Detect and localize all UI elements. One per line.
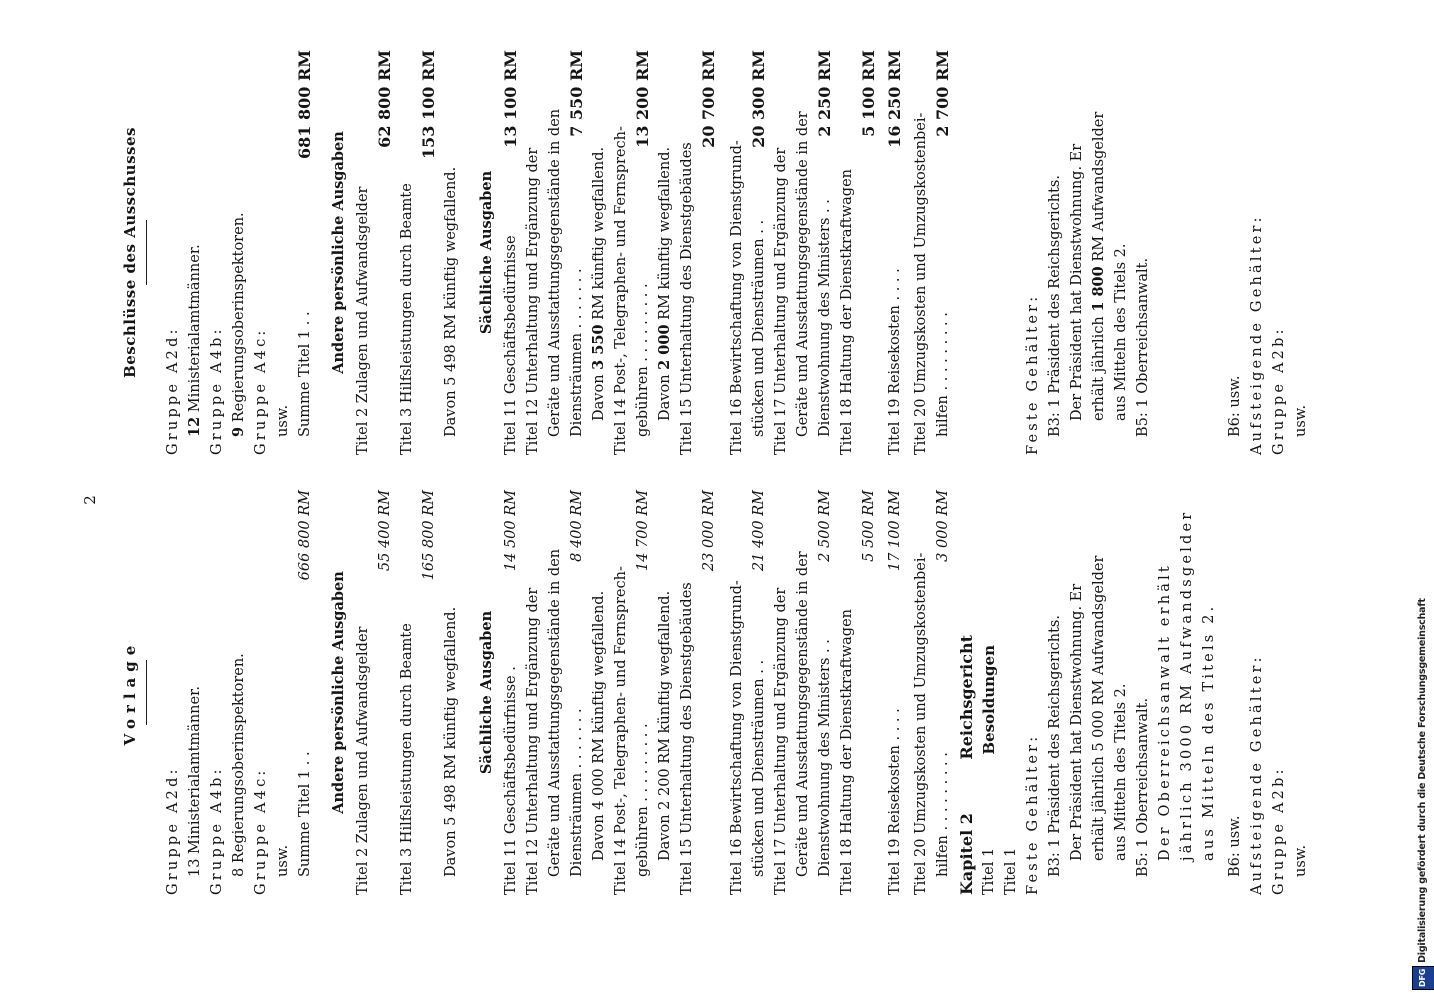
group-label: Gruppe A4b:: [209, 326, 225, 455]
amount: 21 400 RM: [751, 490, 767, 572]
amount: 2 500 RM: [817, 490, 833, 562]
text-line: Der Präsident hat Dienstwohnung. Er: [1069, 143, 1085, 421]
text-line: [567, 50, 588, 455]
title-line: Titel 14 Post-, Telegraphen- und Fernsprech-: [613, 126, 629, 455]
group-label: Gruppe A4c:: [253, 327, 269, 455]
title-line: Titel 18 Haltung der Dienstkraftwagen: [839, 168, 855, 455]
title-line: Titel 12 Unterhaltung und Ergänzung der: [525, 587, 541, 895]
text-line: Davon 4 000 RM künftig wegfallend.: [591, 590, 607, 861]
digitization-note: [1412, 598, 1434, 990]
text-line: Feste Gehälter:: [1025, 293, 1041, 455]
sum-line: [295, 50, 316, 455]
text-line: Geräte und Ausstattungsgegenstände in der: [795, 111, 811, 437]
amount: 16 250 RM: [885, 50, 904, 148]
text: Davon: [591, 369, 607, 421]
group-label: Gruppe A2d:: [165, 766, 181, 895]
text: hilfen . . . . . . . . .: [935, 312, 951, 437]
text: stücken und Diensträumen . .: [751, 659, 767, 877]
amount: 13 100 RM: [501, 50, 520, 148]
title-line: Titel 1: [1003, 847, 1019, 895]
text-line: B6: usw.: [1227, 815, 1243, 877]
text-line: usw.: [275, 404, 291, 437]
text-line: [655, 50, 676, 455]
text: RM künftig wegfallend.: [591, 146, 607, 325]
amount: 153 100 RM: [419, 50, 438, 159]
text-line: usw.: [1293, 404, 1309, 437]
text-line: Davon 5 498 RM künftig wegfallend.: [443, 166, 459, 437]
title-line: Titel 3 Hilfsleistungen durch Beamte: [399, 183, 415, 455]
amount: 14 700 RM: [635, 490, 651, 572]
sum-label: Summe Titel 1 . .: [297, 751, 313, 877]
title-line: [501, 50, 522, 455]
section-heading: Sächliche Ausgaben: [478, 170, 495, 335]
text-line: Geräte und Ausstattungsgegenstände in den: [547, 548, 563, 877]
amount: 13 200 RM: [633, 50, 652, 148]
title-line: Titel 15 Unterhaltung des Dienstgebäudes: [679, 582, 695, 895]
amount: 2 250 RM: [815, 50, 834, 137]
section-heading: Andere persönliche Ausgaben: [330, 131, 347, 374]
text-line: [815, 490, 836, 895]
title-text: Titel 19 Reisekosten . . . .: [887, 268, 903, 455]
title-text: Titel 11 Geschäftsbedürfnisse: [503, 235, 519, 455]
bold-number: 12: [186, 416, 203, 437]
text-line: Aufsteigende Gehälter:: [1249, 214, 1265, 455]
title-line: Titel 2 Zulagen und Aufwandsgelder: [355, 186, 371, 455]
vorlage-heading: Vorlage: [121, 639, 139, 746]
beschluesse-heading: Beschlüsse des Ausschusses: [121, 127, 139, 378]
title-line: Titel 20 Umzugskosten und Umzugskostenbei-: [913, 552, 929, 895]
text-line: [749, 50, 770, 455]
group-label: Gruppe A4c:: [253, 767, 269, 895]
text: gebühren . . . . . . . . .: [635, 723, 651, 877]
title-line: Titel 16 Bewirtschaftung von Dienstgrund-: [729, 140, 745, 455]
text-line: Geräte und Ausstattungsgegenstände in den: [547, 108, 563, 437]
text-line: B5: 1 Oberreichsanwalt.: [1135, 257, 1151, 437]
text-line: [633, 50, 654, 455]
amount: 17 100 RM: [887, 490, 903, 572]
amount: 7 550 RM: [567, 50, 586, 137]
text-line: [185, 50, 206, 455]
text: Regierungsoberinspektoren.: [231, 212, 247, 423]
text: hilfen . . . . . . . . .: [935, 752, 951, 877]
text-line: 8 Regierungsoberinspektoren.: [231, 653, 247, 877]
page-number: 2: [81, 495, 99, 505]
dfg-logo: DFG: [1412, 966, 1434, 990]
title-line: [885, 490, 906, 895]
text: Diensträumen . . . . . . .: [569, 268, 585, 437]
title-line: Titel 12 Unterhaltung und Ergänzung der: [525, 147, 541, 455]
text-line: [933, 490, 954, 895]
title-line: [501, 490, 522, 895]
text-line: [589, 50, 610, 455]
text-line: [229, 50, 250, 455]
text-line: Der Oberreichsanwalt erhält: [1157, 563, 1173, 861]
text-line: usw.: [275, 844, 291, 877]
title-line: Titel 17 Unterhaltung und Ergänzung der: [773, 587, 789, 895]
chapter-name: Reichsgericht: [957, 635, 976, 760]
amount: 62 800 RM: [375, 50, 394, 148]
text: Dienstwohnung des Ministers . .: [817, 639, 833, 877]
title-text: Titel 11 Geschäftsbedürfnisse .: [503, 666, 519, 895]
sum-line: [295, 490, 316, 895]
title-line: Titel 20 Umzugskosten und Umzugskostenbei-: [913, 112, 929, 455]
text: Dienstwohnung des Ministers . .: [817, 199, 833, 437]
text-line: [933, 50, 954, 455]
text-line: Der Präsident hat Dienstwohnung. Er: [1069, 583, 1085, 861]
amount: 23 000 RM: [701, 490, 717, 572]
text-line: B6: usw.: [1227, 375, 1243, 437]
amount: 55 400 RM: [377, 490, 393, 572]
text-line: Feste Gehälter:: [1025, 733, 1041, 895]
title-line: Titel 2 Zulagen und Aufwandsgelder: [355, 626, 371, 895]
section-heading: Sächliche Ausgaben: [478, 610, 495, 775]
title-line: [885, 50, 906, 455]
text: RM Aufwandsgelder: [1091, 111, 1107, 267]
group-label: Gruppe A4b:: [209, 766, 225, 895]
text-line: aus Mitteln des Titels 2.: [1113, 683, 1129, 861]
text-line: B3: 1 Präsident des Reichsgerichts.: [1047, 615, 1063, 877]
title-line: [979, 490, 1000, 895]
text-line: [815, 50, 836, 455]
title-line: Titel 17 Unterhaltung und Ergänzung der: [773, 147, 789, 455]
text-line: aus Mitteln des Titels 2.: [1201, 603, 1217, 861]
group-label: Gruppe A2b:: [1271, 326, 1287, 455]
title-line: Titel 16 Bewirtschaftung von Dienstgrund-: [729, 580, 745, 895]
chapter-title: Kapitel 2: [957, 813, 976, 895]
title-text: Titel 1: [981, 847, 997, 895]
bold-number: 2 000: [656, 324, 673, 370]
text-line: jährlich 3000 RM Aufwandsgelder: [1179, 509, 1195, 861]
amount: 3 000 RM: [935, 490, 951, 562]
text-line: B5: 1 Oberreichsanwalt.: [1135, 697, 1151, 877]
text-line: 13 Ministerialamtmänner.: [187, 685, 203, 877]
amount: 14 500 RM: [503, 490, 519, 572]
text: erhält jährlich: [1091, 311, 1107, 421]
text-line: usw.: [1293, 844, 1309, 877]
title-line: Titel 18 Haltung der Dienstkraftwagen: [839, 608, 855, 895]
group-label: Gruppe A2d:: [165, 326, 181, 455]
sum-amount: 681 800 RM: [295, 50, 314, 159]
amount: 20 700 RM: [699, 50, 718, 148]
amount: 8 400 RM: [569, 490, 585, 562]
amount: 5 100 RM: [859, 50, 878, 137]
heading-rule: [146, 220, 147, 285]
title-text: Titel 19 Reisekosten . . . .: [887, 708, 903, 895]
text-line: [749, 490, 770, 895]
text: RM künftig wegfallend.: [657, 146, 673, 325]
text: Davon: [657, 369, 673, 421]
text-line: B3: 1 Präsident des Reichsgerichts.: [1047, 175, 1063, 437]
text: gebühren . . . . . . . . .: [635, 283, 651, 437]
text: Ministerialamtmänner.: [187, 244, 203, 413]
amount: 20 300 RM: [749, 50, 768, 148]
group-label: Gruppe A2b:: [1271, 766, 1287, 895]
title-line: Titel 3 Hilfsleistungen durch Beamte: [399, 623, 415, 895]
sum-label: Summe Titel 1 . .: [297, 311, 313, 437]
amount: 2 700 RM: [933, 50, 952, 137]
bold-number: 1 800: [1090, 266, 1107, 312]
text-line: erhält jährlich 5 000 RM Aufwandsgelder: [1091, 555, 1107, 861]
amount: 5 500 RM: [861, 490, 877, 562]
chapter-line: [957, 490, 978, 895]
text-line: Davon 5 498 RM künftig wegfallend.: [443, 606, 459, 877]
sum-amount: 666 800 RM: [297, 490, 313, 581]
title-line: Titel 14 Post-, Telegraphen- und Fernsprech-: [613, 566, 629, 895]
section-heading: Andere persönliche Ausgaben: [330, 571, 347, 814]
bold-number: 9: [230, 426, 247, 437]
text-line: [633, 490, 654, 895]
section-name: Besoldungen: [980, 645, 998, 755]
heading-rule: [146, 660, 147, 725]
text: stücken und Diensträumen . .: [751, 219, 767, 437]
text-line: [1089, 50, 1110, 455]
text-line: aus Mitteln des Titels 2.: [1113, 243, 1129, 421]
digitization-text: Digitalisierung gefördert durch die Deutsche Forschungsgemeinschaft: [1417, 598, 1428, 963]
text: Diensträumen . . . . . . .: [569, 708, 585, 877]
text-line: Geräte und Ausstattungsgegenstände in der: [795, 551, 811, 877]
text-line: Davon 2 200 RM künftig wegfallend.: [657, 590, 673, 861]
text-line: [567, 490, 588, 895]
title-line: Titel 15 Unterhaltung des Dienstgebäudes: [679, 142, 695, 455]
amount: 165 800 RM: [421, 490, 437, 581]
bold-number: 3 550: [590, 324, 607, 370]
text-line: Aufsteigende Gehälter:: [1249, 654, 1265, 895]
